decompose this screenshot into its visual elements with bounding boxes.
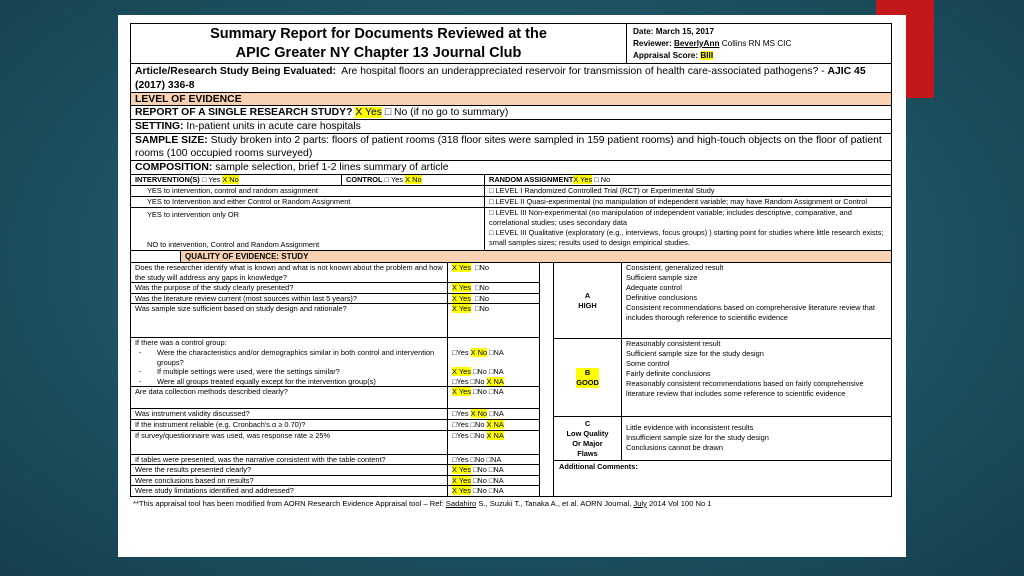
composition-row: COMPOSITION: sample selection, brief 1-2 lines summary of article xyxy=(131,161,891,175)
question-row: Was the purpose of the study clearly presented? X Yes □No xyxy=(131,283,539,294)
score-line: Appraisal Score: BIII xyxy=(633,51,714,60)
grade-a-label: A HIGH xyxy=(554,263,622,338)
question-row: Are data collection methods described clearly? X Yes □No □NA xyxy=(131,387,539,409)
questions-column xyxy=(131,263,540,496)
control-cell: CONTROL □ Yes X No xyxy=(342,175,485,185)
appraisal-score: BIII xyxy=(700,51,714,60)
question-row: Was sample size sufficient based on study design and rationale? X Yes □No xyxy=(131,304,539,338)
design-row: YES to intervention only OR NO to intervention, Control and Random Assignment □ LEVEL III Non-experimental (no manipulation of independent variable; includes descriptive, comparative, and correlational studies; uses secondary data □ LEVEL III Qualitative (exploratory (e.g., interviews, focus groups) ) starting point for studies where little research exists; small samples sizes; results used to design empirical studies. xyxy=(131,208,891,251)
article-row: Article/Research Study Being Evaluated: Are hospital floors an underappreciated reservoir for transmission of health care-associated pathogens? - AJIC 45 (2017) 336-8 xyxy=(131,64,891,93)
article-title: Are hospital floors an underappreciated reservoir for transmission of health care-associated pathogens? - xyxy=(341,66,828,77)
random-assignment-cell: RANDOM ASSIGNMENTX Yes □ No xyxy=(489,175,611,184)
instrument-row: Was instrument validity discussed? □Yes X No □NA xyxy=(131,409,539,420)
setting-row: SETTING: In-patient units in acute care hospitals xyxy=(131,120,891,134)
title-line-1: Summary Report for Documents Reviewed at the xyxy=(210,26,547,42)
level-of-evidence-heading: LEVEL OF EVIDENCE xyxy=(131,93,891,106)
single-study-yes: X Yes xyxy=(355,107,382,118)
design-row: YES to Intervention and either Control or Random Assignment □ LEVEL II Quasi-experimental (no manipulation of independent variable; may have Random Assignment or Control xyxy=(131,197,891,208)
report-meta xyxy=(627,24,891,63)
grade-c-label: C Low Quality Or Major Flaws xyxy=(554,417,622,460)
report-header xyxy=(131,24,891,64)
instrument-row: If survey/questionnaire was used, was response rate ≥ 25% □Yes □No X NA xyxy=(131,431,539,455)
question-row: Does the researcher identify what is known and what is not known about the problem and how the study will address any gaps in knowledge? X Yes □No xyxy=(131,263,539,283)
grade-b-label: B GOOD xyxy=(554,339,622,416)
intervention-cell: INTERVENTION(S) □ Yes X No xyxy=(131,175,342,185)
results-row: Were study limitations identified and addressed? X Yes □No □NA xyxy=(131,486,539,496)
quality-heading: QUALITY OF EVIDENCE: STUDY xyxy=(185,252,309,261)
report-table xyxy=(130,23,892,497)
single-study-row: REPORT OF A SINGLE RESEARCH STUDY? X Yes □ No (if no go to summary) xyxy=(131,106,891,120)
appraisal-document xyxy=(118,15,906,557)
date-value: March 15, 2017 xyxy=(655,27,715,36)
quality-heading-row xyxy=(131,251,891,263)
results-row: Were the results presented clearly? X Yes □No □NA xyxy=(131,465,539,476)
control-group-row: If there was a control group: - Were the characteristics and/or demographics similar in both control and intervention groups? - If multiple settings were used, were the settings similar? - Were all groups treated equally except for the intervention group(s) □Yes X No □NA X Yes □No □NA □Yes □No X NA xyxy=(131,338,539,387)
reviewer-line: Reviewer: BeverlyAnn Collins RN MS CIC xyxy=(633,39,792,48)
grade-b-row: B GOOD Reasonably consistent result Sufficient sample size for the study design Some control Fairly definite conclusions Reasonably consistent recommendations based on fairly comprehensive literature review that includes some reference to scientific evidence xyxy=(554,339,891,417)
instrument-row: If the instrument reliable (e.g. Cronbach's α ≥ 0.70)? □Yes □No X NA xyxy=(131,420,539,431)
footnote: **This appraisal tool has been modified from AORN Research Evidence Appraisal tool – Ref: Sadahiro S., Suzuki T., Tanaka A., et al. AORN Journal, July 2014 Vol 100 No 1 xyxy=(133,498,712,508)
sample-size-row: SAMPLE SIZE: Study broken into 2 parts: floors of patient rooms (318 floor sites were sampled in 159 patient rooms) and high-touch objects on the floor of patient rooms (100 occupied rooms surveyed) xyxy=(131,134,891,161)
title-line-2: APIC Greater NY Chapter 13 Journal Club xyxy=(235,45,522,61)
results-row: Were conclusions based on results? X Yes □No □NA xyxy=(131,476,539,487)
grade-a-row: A HIGH Consistent, generalized result Sufficient sample size Adequate control Definitive conclusions Consistent recommendations based on comprehensive literature review that includes thorough reference to scientific evidence xyxy=(554,263,891,339)
reviewer-name: BeverlyAnn xyxy=(673,39,720,48)
tables-row: If tables were presented, was the narrative consistent with the table content? □Yes □No □NA xyxy=(131,455,539,466)
grades-column xyxy=(554,263,891,496)
design-header-row xyxy=(131,175,891,186)
date-line: Date: March 15, 2017 xyxy=(633,27,715,36)
grade-c-row: C Low Quality Or Major Flaws Little evidence with inconsistent results Insufficient sample size for the study design Conclusions cannot be drawn xyxy=(554,417,891,461)
article-citation: AJIC 45 (2017) 336-8 xyxy=(135,66,866,91)
question-row: Was the literature review current (most sources within last 5 years)? X Yes □No xyxy=(131,294,539,305)
additional-comments: Additional Comments: xyxy=(559,462,638,471)
report-title xyxy=(131,24,627,63)
quality-section xyxy=(131,263,891,496)
design-row: YES to intervention, control and random assignment □ LEVEL I Randomized Controlled Trial (RCT) or Experimental Study xyxy=(131,186,891,197)
